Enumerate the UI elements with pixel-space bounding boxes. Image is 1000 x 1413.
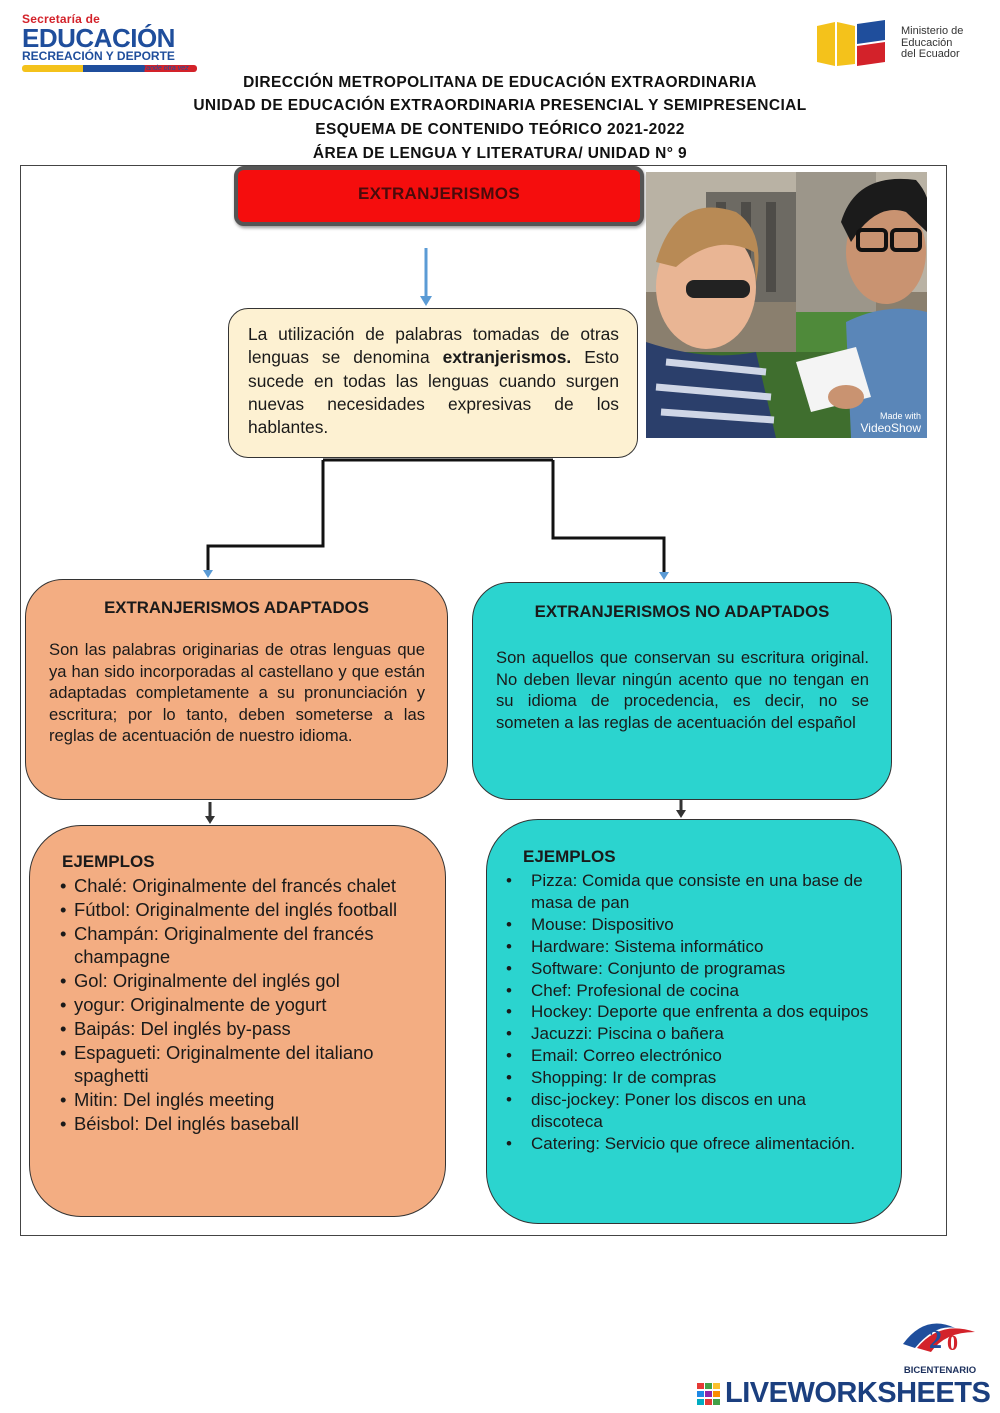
list-item: • Catering: Servicio que ofrece alimentación. [487, 1133, 871, 1155]
list-item: • Pizza: Comida que consiste en una base de masa de pan [487, 870, 871, 914]
list-item: • Chalé: Originalmente del francés chalet [60, 874, 415, 898]
list-item: • Gol: Originalmente del inglés gol [60, 969, 415, 993]
intro-text [248, 323, 619, 439]
list-item: • disc-jockey: Poner los discos en una discoteca [487, 1089, 871, 1133]
bicentenario-logo [895, 1314, 985, 1376]
watermark-line1: Made with [879, 411, 921, 421]
title-text: EXTRANJERISMOS [358, 184, 520, 203]
arrow-head-2 [203, 570, 213, 578]
list-item: • Chef: Profesional de cocina [487, 980, 871, 1002]
intro-text-before: La utilización de palabras tomadas de otras lenguas se denomina [248, 324, 619, 368]
connector-right [553, 460, 664, 574]
arrow-head-4 [205, 816, 215, 824]
title-box [234, 166, 644, 226]
adaptados-examples-box [29, 825, 446, 1217]
svg-text:0: 0 [947, 1330, 958, 1355]
header-line3: ESQUEMA DE CONTENIDO TEÓRICO 2021-2022 [315, 121, 685, 138]
logo-left-line1: Secretaría de [22, 12, 100, 26]
intro-box [228, 308, 638, 458]
list-item: • Software: Conjunto de programas [487, 958, 871, 980]
bicentenario-text: BICENTENARIO [903, 1365, 977, 1376]
liveworksheets-grid-icon [697, 1383, 721, 1405]
list-item: • Jacuzzi: Piscina o bañera [487, 1023, 871, 1045]
arrow-head-3 [659, 572, 669, 580]
arrow-head-1 [420, 296, 432, 306]
list-item: • Champán: Originalmente del francés champagne [60, 922, 415, 970]
ministerio-line2: Educación [901, 36, 953, 49]
connector-left [208, 460, 323, 572]
list-item: • Espagueti: Originalmente del italiano spaghetti [60, 1041, 415, 1089]
list-item: • Shopping: Ir de compras [487, 1067, 871, 1089]
photo-watermark [861, 410, 922, 434]
list-item: • Béisbol: Del inglés baseball [60, 1112, 415, 1136]
list-item: • Hockey: Deporte que enfrenta a dos equipos [487, 1001, 871, 1023]
logo-left-line3: RECREACIÓN Y DEPORTE [22, 49, 175, 63]
liveworksheets-logo[interactable] [697, 1377, 997, 1409]
watermark-line2: VideoShow [860, 421, 921, 435]
no-adaptados-examples-box [486, 819, 902, 1224]
list-item: • Email: Correo electrónico [487, 1045, 871, 1067]
no-adaptados-box [472, 582, 892, 800]
header-line1: DIRECCIÓN METROPOLITANA DE EDUCACIÓN EXTRAORDINARIA [243, 74, 757, 91]
list-item: • yogur: Originalmente de yogurt [60, 993, 415, 1017]
no-adaptados-examples-title: EJEMPLOS [523, 847, 616, 866]
ministerio-line3: del Ecuador [901, 48, 960, 60]
svg-text:2: 2 [929, 1325, 942, 1354]
ministerio-line1: Ministerio de [901, 25, 964, 37]
list-item: • Hardware: Sistema informático [487, 936, 871, 958]
header-line4: ÁREA DE LENGUA Y LITERATURA/ UNIDAD N° 9 [312, 145, 688, 162]
adaptados-title: EXTRANJERISMOS ADAPTADOS [104, 598, 369, 617]
arrow-head-5 [676, 810, 686, 818]
liveworksheets-text: LIVEWORKSHEETS [725, 1377, 991, 1409]
intro-text-bold: extranjerismos. [442, 347, 572, 368]
adaptados-description: Son las palabras originarias de otras lenguas que ya han sido incorporadas al castellano y que están adaptadas completamente a su pronunciación y escritura; por lo tanto, deben someterse a las reglas de acentuación de nuestro idioma. [49, 640, 425, 746]
adaptados-examples-list [60, 874, 415, 1136]
list-item: • Fútbol: Originalmente del inglés football [60, 898, 415, 922]
adaptados-examples-title: EJEMPLOS [62, 852, 155, 871]
list-item: • Mitin: Del inglés meeting [60, 1088, 415, 1112]
list-item: • Baipás: Del inglés by-pass [60, 1017, 415, 1041]
list-item: • Mouse: Dispositivo [487, 914, 871, 936]
no-adaptados-description: Son aquellos que conservan su escritura original. No deben llevar ningún acento que no tengan en su idioma de procedencia, es decir, no se someten a las reglas de acentuación del español [496, 648, 869, 732]
logo-left-tagline: grande otra vez [140, 65, 189, 72]
intro-text-after: Esto sucede en todas las lenguas cuando surgen nuevas necesidades expresivas de los hablantes. [248, 347, 619, 438]
no-adaptados-examples-list [487, 870, 871, 1155]
adaptados-box [25, 579, 448, 800]
video-thumbnail[interactable] [646, 172, 927, 438]
bicentenario-emblem-icon [895, 1314, 985, 1360]
no-adaptados-title: EXTRANJERISMOS NO ADAPTADOS [534, 602, 830, 621]
photo-illustration [646, 172, 927, 438]
logo-left-line2: EDUCACIÓN [22, 23, 175, 53]
header-line2: UNIDAD DE EDUCACIÓN EXTRAORDINARIA PRESENCIAL Y SEMIPRESENCIAL [193, 97, 807, 114]
